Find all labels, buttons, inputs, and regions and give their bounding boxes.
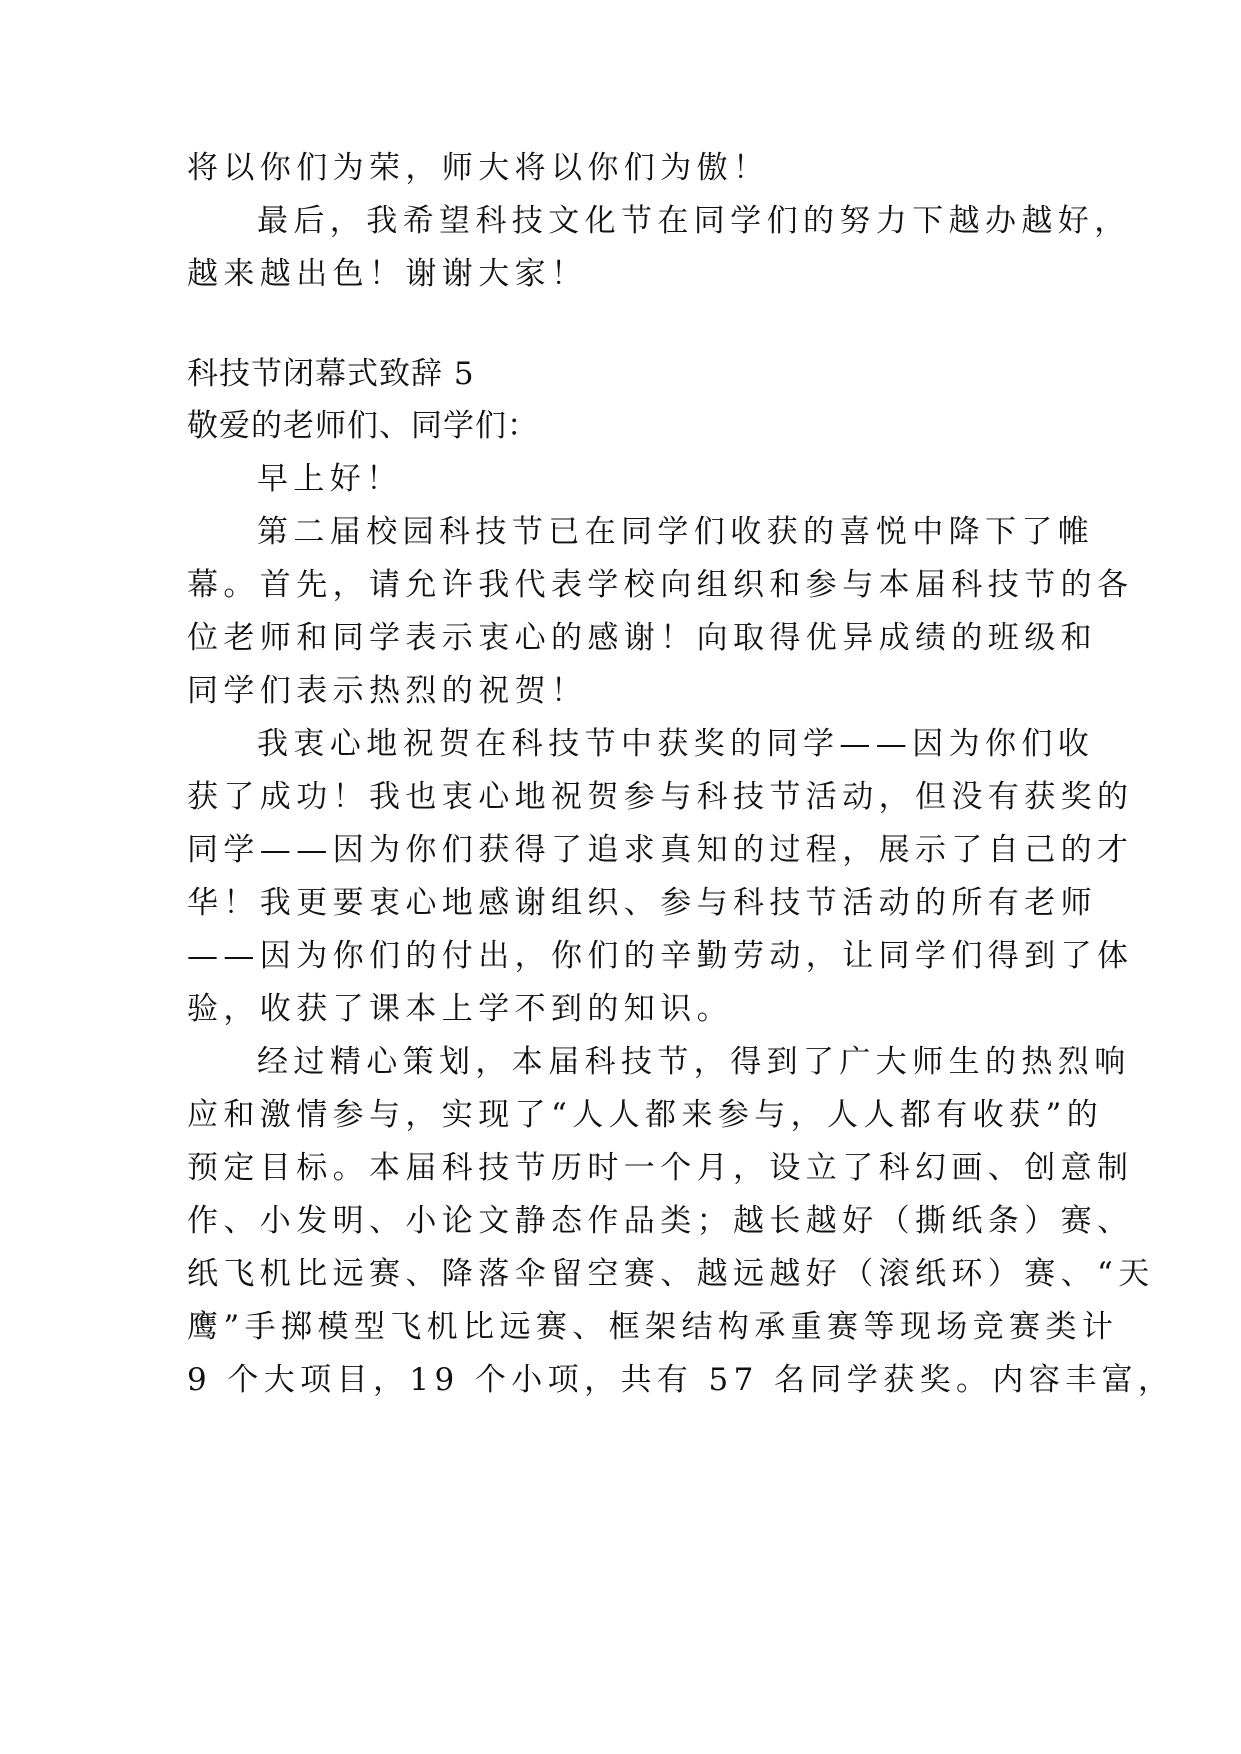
section-heading: 科技节闭幕式致辞 5 bbox=[187, 356, 475, 392]
paragraph-line: 9 个大项目，19 个小项，共有 57 名同学获奖。内容丰富， bbox=[187, 1362, 1175, 1398]
paragraph-line: 纸飞机比远赛、降落伞留空赛、越远越好（滚纸环）赛、“天 bbox=[187, 1256, 1155, 1292]
paragraph-line: 华！我更要衷心地感谢组织、参与科技节活动的所有老师 bbox=[187, 885, 1097, 921]
paragraph-line: 经过精心策划，本届科技节，得到了广大师生的热烈响 bbox=[257, 1044, 1131, 1080]
paragraph-line: 越来越出色！谢谢大家！ bbox=[187, 256, 588, 292]
paragraph-line: 第二届校园科技节已在同学们收获的喜悦中降下了帷 bbox=[257, 514, 1095, 550]
paragraph-line: 作、小发明、小论文静态作品类；越长越好（撕纸条）赛、 bbox=[187, 1203, 1134, 1239]
paragraph-line: 预定目标。本届科技节历时一个月，设立了科幻画、创意制 bbox=[187, 1150, 1134, 1186]
paragraph-line: 验，收获了课本上学不到的知识。 bbox=[187, 991, 733, 1027]
paragraph-line: 鹰”手掷模型飞机比远赛、框架结构承重赛等现场竞赛类计 bbox=[187, 1309, 1119, 1345]
paragraph-line: 同学——因为你们获得了追求真知的过程，展示了自己的才 bbox=[187, 832, 1134, 868]
paragraph-line: ——因为你们的付出，你们的辛勤劳动，让同学们得到了体 bbox=[187, 938, 1134, 974]
paragraph-line: 应和激情参与，实现了“人人都来参与，人人都有收获”的 bbox=[187, 1097, 1104, 1133]
paragraph-line: 我衷心地祝贺在科技节中获奖的同学——因为你们收 bbox=[257, 726, 1095, 762]
paragraph-line: 位老师和同学表示衷心的感谢！向取得优异成绩的班级和 bbox=[187, 620, 1097, 656]
paragraph-line: 最后，我希望科技文化节在同学们的努力下越办越好， bbox=[257, 203, 1131, 239]
paragraph-line: 幕。首先，请允许我代表学校向组织和参与本届科技节的各 bbox=[187, 567, 1134, 603]
paragraph-line: 获了成功！我也衷心地祝贺参与科技节活动，但没有获奖的 bbox=[187, 779, 1134, 815]
greeting: 早上好！ bbox=[257, 461, 403, 497]
paragraph-line: 同学们表示热烈的祝贺！ bbox=[187, 673, 588, 709]
document-page bbox=[187, 0, 1175, 1754]
salutation: 敬爱的老师们、同学们： bbox=[187, 408, 539, 444]
paragraph-line: 将以你们为荣，师大将以你们为傲！ bbox=[187, 150, 770, 186]
